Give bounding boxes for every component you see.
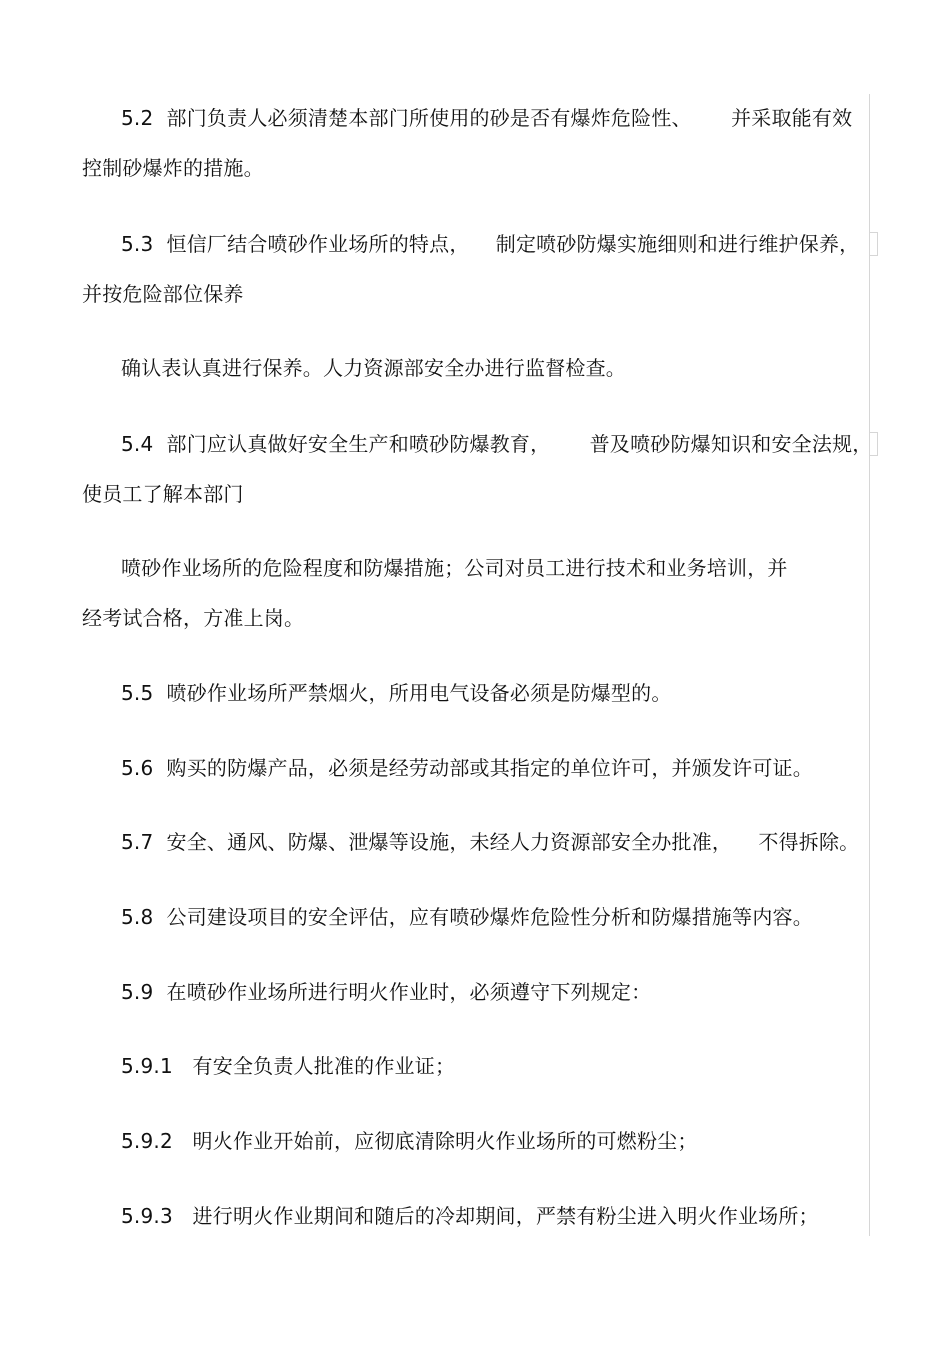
clause-5-3-line-2: 并按危险部位保养 bbox=[82, 282, 244, 306]
clause-5-2-line-1: 5.2 部门负责人必须清楚本部门所使用的砂是否有爆炸危险性、 并采取能有效 bbox=[121, 106, 853, 130]
page-right-border bbox=[869, 94, 870, 1236]
clause-5-3-line-3: 确认表认真进行保养。人力资源部安全办进行监督检查。 bbox=[121, 356, 626, 380]
clause-5-4-line-4: 经考试合格，方准上岗。 bbox=[82, 606, 305, 630]
clause-5-8: 5.8 公司建设项目的安全评估，应有喷砂爆炸危险性分析和防爆措施等内容。 bbox=[121, 905, 813, 929]
clause-5-9-2: 5.9.2 明火作业开始前，应彻底清除明火作业场所的可燃粉尘； bbox=[121, 1129, 698, 1153]
clause-5-9: 5.9 在喷砂作业场所进行明火作业时，必须遵守下列规定： bbox=[121, 980, 652, 1004]
clause-5-7: 5.7 安全、通风、防爆、泄爆等设施，未经人力资源部安全办批准， 不得拆除。 bbox=[121, 830, 860, 854]
clause-5-5: 5.5 喷砂作业场所严禁烟火，所用电气设备必须是防爆型的。 bbox=[121, 681, 672, 705]
clause-5-6: 5.6 购买的防爆产品，必须是经劳动部或其指定的单位许可，并颁发许可证。 bbox=[121, 756, 813, 780]
clause-5-2-line-2: 控制砂爆炸的措施。 bbox=[82, 156, 264, 180]
clause-5-3-line-1: 5.3 恒信厂结合喷砂作业场所的特点， 制定喷砂防爆实施细则和进行维护保养， bbox=[121, 232, 860, 256]
clause-5-4-line-1: 5.4 部门应认真做好安全生产和喷砂防爆教育， 普及喷砂防爆知识和安全法规， bbox=[121, 432, 873, 456]
clause-5-9-1: 5.9.1 有安全负责人批准的作业证； bbox=[121, 1054, 456, 1078]
clause-5-4-line-2: 使员工了解本部门 bbox=[82, 482, 244, 506]
clause-5-4-line-3: 喷砂作业场所的危险程度和防爆措施；公司对员工进行技术和业务培训，并 bbox=[121, 556, 788, 580]
margin-bracket-1 bbox=[869, 232, 878, 256]
clause-5-9-3: 5.9.3 进行明火作业期间和随后的冷却期间，严禁有粉尘进入明火作业场所； bbox=[121, 1204, 819, 1228]
